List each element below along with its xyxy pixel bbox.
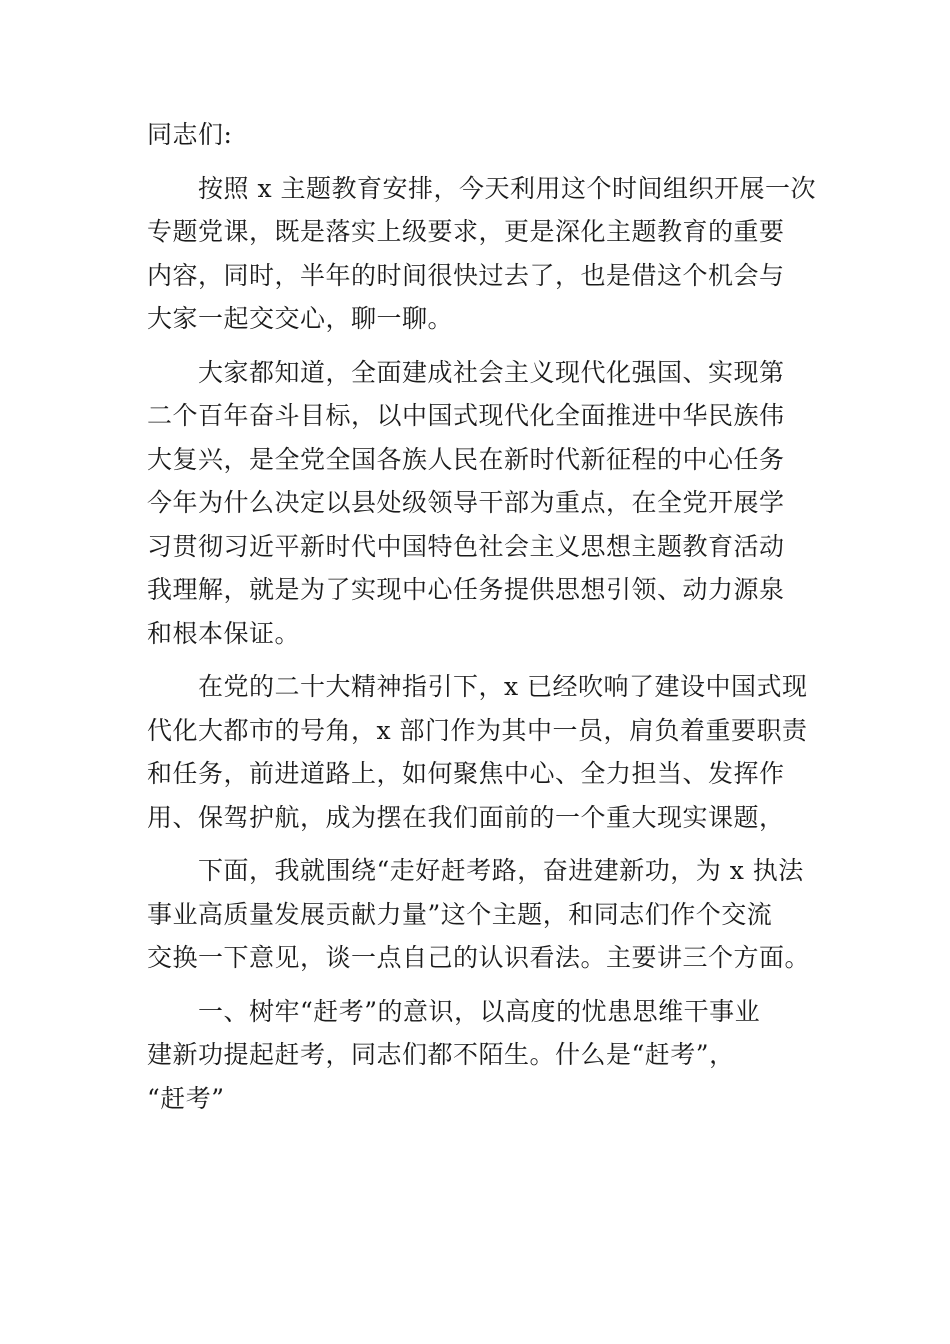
text-line: 二个百年奋斗目标，以中国式现代化全面推进中华民族伟 xyxy=(147,401,785,430)
text-line: 建新功提起赶考，同志们都不陌生。什么是“赶考”， xyxy=(147,1040,735,1069)
text-line: “赶考” xyxy=(147,1083,225,1113)
salutation: 同志们: xyxy=(147,120,233,149)
paragraph-gap xyxy=(147,157,807,167)
text-line: 代化大都市的号角，x 部门作为其中一员，肩负着重要职责 xyxy=(147,715,808,745)
section-heading-line: 一、树牢“赶考”的意识，以高度的忧患思维干事业 xyxy=(147,996,761,1026)
text-line: 今年为什么决定以县处级领导干部为重点，在全党开展学 xyxy=(147,488,785,517)
text-line: 习贯彻习近平新时代中国特色社会主义思想主题教育活动 xyxy=(147,531,785,561)
text-line: 用、保驾护航，成为摆在我们面前的一个重大现实课题， xyxy=(147,802,785,832)
paragraph-gap xyxy=(147,839,807,849)
paragraph-gap xyxy=(147,655,807,665)
text-line: 事业高质量发展贡献力量”这个主题，和同志们作个交流 xyxy=(147,899,773,929)
text-line: 专题党课，既是落实上级要求，更是深化主题教育的重要 xyxy=(147,217,785,246)
text-line: 在党的二十大精神指引下，x 已经吹响了建设中国式现 xyxy=(147,672,808,701)
text-line: 大复兴，是全党全国各族人民在新时代新征程的中心任务 xyxy=(147,444,785,474)
text-line: 内容，同时，半年的时间很快过去了，也是借这个机会与 xyxy=(147,260,785,290)
text-line: 大家一起交交心，聊一聊。 xyxy=(147,304,454,333)
text-line: 交换一下意见，谈一点自己的认识看法。主要讲三个方面。 xyxy=(147,943,811,972)
text-line: 和根本保证。 xyxy=(147,618,301,648)
paragraph-gap xyxy=(147,980,807,990)
text-line: 大家都知道，全面建成社会主义现代化强国、实现第 xyxy=(147,357,785,387)
text-line: 按照 x 主题教育安排，今天利用这个时间组织开展一次 xyxy=(147,173,816,203)
text-line: 下面，我就围绕“走好赶考路，奋进建新功，为 x 执法 xyxy=(147,856,804,885)
text-line: 和任务，前进道路上，如何聚焦中心、全力担当、发挥作 xyxy=(147,759,785,788)
paragraph-gap xyxy=(147,341,807,351)
text-line: 我理解，就是为了实现中心任务提供思想引领、动力源泉 xyxy=(147,575,785,604)
document-body xyxy=(147,113,816,1120)
